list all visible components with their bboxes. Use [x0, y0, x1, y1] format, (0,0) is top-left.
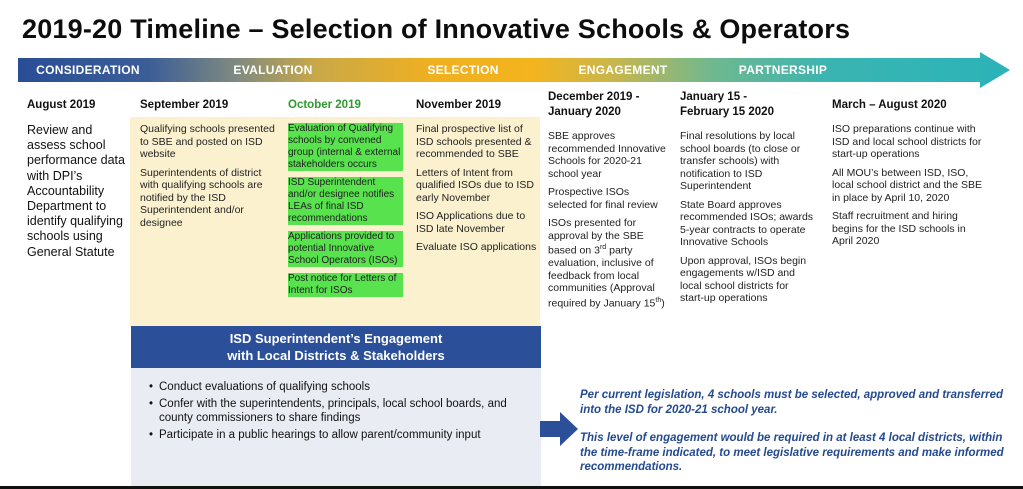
column-item: Superintendents of district with qualifying schools are notified by the ISD Superintendent and/or designee — [140, 166, 263, 229]
column-item: Upon approval, ISOs begin engagements w/ISD and local school districts for start-up operations — [680, 254, 807, 304]
column-body — [27, 123, 127, 260]
column-item: ISO preparations continue with ISD and local school districts for start-up operations — [832, 123, 982, 160]
column-item: Staff recruitment and hiring begins for the ISD schools in April 2020 — [832, 210, 966, 247]
column-item: SBE approves recommended Innovative Schools for 2020-21 school year — [548, 130, 666, 180]
isd-engagement-list — [131, 368, 541, 488]
column-heading: March – August 2020 — [832, 99, 947, 111]
column-heading: September 2019 — [140, 99, 229, 111]
phase-evaluation: EVALUATION — [233, 63, 313, 77]
highlighted-item: Applications provided to potential Innovative School Operators (ISOs) — [288, 231, 403, 267]
engagement-note: This level of engagement would be required in at least 4 local districts, within the time-frame indicated, to meet legislative requirements and make informed recommendations. — [580, 432, 1004, 473]
column-item — [548, 217, 666, 310]
phase-selection: SELECTION — [427, 63, 499, 77]
column-body — [680, 130, 815, 305]
list-item: • Conduct evaluations of qualifying schools — [149, 380, 531, 395]
column-item: Final resolutions by local school boards (to close or transfer schools) with notification to ISD Superintendent — [680, 130, 801, 192]
column-heading-line: December 2019 - — [548, 91, 640, 103]
ordinal-suffix: th — [655, 296, 662, 304]
column-heading-line: January 15 - — [680, 91, 748, 103]
column-november-2019 — [416, 90, 538, 260]
column-item: Evaluate ISO applications — [416, 241, 537, 253]
column-october-2019 — [288, 90, 403, 303]
list-item: • Participate in a public hearings to allow parent/community input — [149, 428, 531, 443]
column-item: ISO Applications due to ISD late November — [416, 210, 526, 235]
column-item: All MOU’s between ISD, ISO, local school district and the SBE in place by April 10, 2020 — [832, 166, 982, 204]
right-arrow-icon — [540, 412, 578, 446]
column-december-january — [548, 82, 666, 316]
phase-engagement: ENGAGEMENT — [578, 63, 668, 77]
column-body — [140, 123, 278, 229]
isd-engagement-header — [131, 326, 541, 368]
column-march-august-2020 — [832, 90, 982, 254]
list-item: • Confer with the superintendents, principals, local school boards, and county commissioners to share findings — [149, 397, 531, 426]
column-heading — [548, 90, 666, 120]
ordinal-suffix: rd — [599, 244, 607, 251]
column-september-2019 — [140, 90, 278, 235]
column-item: State Board approves recommended ISOs; awards 5-year contracts to operate Innovative Schools — [680, 198, 814, 248]
column-body — [548, 130, 666, 310]
isd-engagement-title-line: ISD Superintendent’s Engagement — [229, 331, 443, 346]
highlighted-item: ISD Superintendent and/or designee notifies LEAs of final ISD recommendations — [288, 177, 403, 225]
legislation-note: Per current legislation, 4 schools must be selected, approved and transferred into the ISD for 2020-21 school year. — [580, 389, 1004, 416]
highlighted-item: Evaluation of Qualifying schools by convened group (internal & external stakeholders occurs — [288, 123, 403, 171]
column-item: Prospective ISOs selected for final review — [548, 186, 658, 211]
timeline-arrow — [18, 52, 1010, 88]
column-body — [288, 123, 403, 297]
column-item: Final prospective list of ISD schools presented & recommended to SBE — [416, 123, 532, 160]
column-heading: August 2019 — [27, 99, 96, 111]
column-heading — [680, 90, 815, 120]
column-heading: October 2019 — [288, 99, 361, 111]
item-text: ) — [661, 297, 665, 309]
isd-engagement-title-line: with Local Districts & Stakeholders — [227, 348, 445, 363]
item-text: party evaluation, inclusive of feedback from local communities (Approval required by January 15 — [548, 244, 656, 309]
column-january-february — [680, 82, 815, 311]
item-text: ISOs presented for approval by the SBE based on 3 — [548, 217, 644, 257]
phase-consideration: CONSIDERATION — [36, 63, 140, 77]
column-heading-line: February 15 2020 — [680, 106, 774, 118]
page-title: 2019-20 Timeline – Selection of Innovative Schools & Operators — [22, 14, 851, 44]
column-body — [416, 123, 538, 254]
column-item: Review and assess school performance data with DPI’s Accountability Department to identify qualifying schools using General Statute — [27, 123, 125, 259]
column-item: Qualifying schools presented to SBE and posted on ISD website — [140, 123, 275, 160]
phase-partnership: PARTNERSHIP — [738, 63, 828, 77]
column-body — [832, 123, 982, 248]
column-heading: November 2019 — [416, 99, 502, 111]
column-august-2019 — [27, 90, 127, 266]
highlighted-item: Post notice for Letters of Intent for ISOs — [288, 273, 403, 297]
column-heading-line: January 2020 — [548, 106, 621, 118]
column-item: Letters of Intent from qualified ISOs due to ISD early November — [416, 166, 534, 204]
